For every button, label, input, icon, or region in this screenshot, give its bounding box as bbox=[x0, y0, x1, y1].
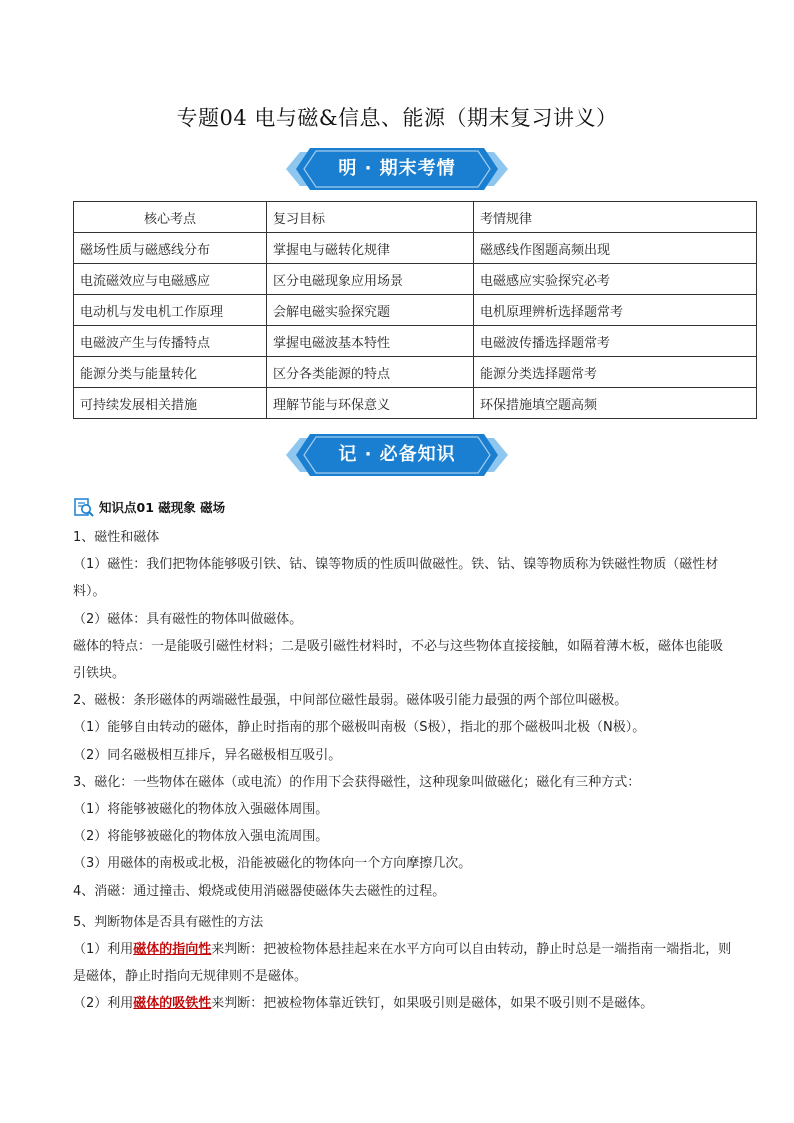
knowledge-content bbox=[73, 524, 733, 1018]
table-cell: 电磁波产生与传播特点 bbox=[74, 326, 267, 357]
section-heading: 4、消磁：通过撞击、煅烧或使用消磁器使磁体失去磁性的过程。 bbox=[73, 883, 446, 899]
table-cell: 电机原理辨析选择题常考 bbox=[474, 295, 757, 326]
table-cell: 能源分类选择题常考 bbox=[474, 357, 757, 388]
table-cell: 电磁感应实验探究必考 bbox=[474, 264, 757, 295]
magnifier-book-icon bbox=[73, 496, 95, 518]
text-run: 来判断：把被检物体悬挂起来在水平方向可以自由转动，静止时总是一端指南一端指北，则是磁体，静止时指向无规律则不是磁体。 bbox=[73, 942, 732, 985]
paragraph bbox=[73, 936, 733, 990]
table-cell: 可持续发展相关措施 bbox=[74, 388, 267, 419]
table-cell: 理解节能与环保意义 bbox=[267, 388, 474, 419]
paragraph: （2）磁体：具有磁性的物体叫做磁体。 bbox=[73, 611, 303, 627]
table-cell: 电流磁效应与电磁感应 bbox=[74, 264, 267, 295]
paragraph: （2）将能够被磁化的物体放入强电流周围。 bbox=[73, 829, 329, 845]
table-row bbox=[74, 357, 757, 388]
table-cell: 磁感线作图题高频出现 bbox=[474, 233, 757, 264]
section-heading: 2、磁极：条形磁体的两端磁性最强，中间部位磁性最弱。磁体吸引能力最强的两个部位叫磁极。 bbox=[73, 693, 628, 709]
table-cell: 电磁波传播选择题常考 bbox=[474, 326, 757, 357]
table-cell: 区分电磁现象应用场景 bbox=[267, 264, 474, 295]
text-run: （1）利用 bbox=[73, 942, 134, 958]
section-heading: 3、磁化：一些物体在磁体（或电流）的作用下会获得磁性，这种现象叫做磁化；磁化有三种方式： bbox=[73, 774, 641, 790]
table-cell: 磁场性质与磁感线分布 bbox=[74, 233, 267, 264]
page-title: 专题04 电与磁&信息、能源（期末复习讲义） bbox=[176, 106, 618, 130]
exam-banner bbox=[286, 148, 508, 190]
paragraph: （3）用磁体的南极或北极，沿能被磁化的物体向一个方向摩擦几次。 bbox=[73, 856, 472, 872]
table-cell: 能源分类与能量转化 bbox=[74, 357, 267, 388]
text-run: 来判断：把被检物体靠近铁钉，如果吸引则是磁体，如果不吸引则不是磁体。 bbox=[211, 996, 654, 1012]
knowledge-point-title: 知识点01 磁现象 磁场 bbox=[99, 500, 226, 515]
table-header-cell: 复习目标 bbox=[267, 202, 474, 233]
knowledge-banner bbox=[286, 434, 508, 476]
highlight-term: 磁体的指向性 bbox=[133, 942, 212, 958]
table-cell: 区分各类能源的特点 bbox=[267, 357, 474, 388]
section-heading: 1、磁性和磁体 bbox=[73, 530, 160, 545]
paragraph: （1）磁性：我们把物体能够吸引铁、钴、镍等物质的性质叫做磁性。铁、钴、镍等物质称为铁磁性物质（磁性材料）。 bbox=[73, 557, 719, 600]
exam-table bbox=[73, 201, 757, 419]
knowledge-point-heading bbox=[73, 496, 225, 518]
table-header-cell: 核心考点 bbox=[74, 202, 267, 233]
table-row bbox=[74, 264, 757, 295]
paragraph: （1）能够自由转动的磁体，静止时指南的那个磁极叫南极（S极），指北的那个磁极叫北极（N极）。 bbox=[73, 720, 646, 736]
table-cell: 会解电磁实验探究题 bbox=[267, 295, 474, 326]
table-cell: 掌握电与磁转化规律 bbox=[267, 233, 474, 264]
exam-banner-label: 明 · 期末考情 bbox=[338, 158, 456, 179]
paragraph: （1）将能够被磁化的物体放入强磁体周围。 bbox=[73, 802, 329, 818]
table-header-row bbox=[74, 202, 757, 233]
section-heading: 5、判断物体是否具有磁性的方法 bbox=[73, 914, 264, 930]
knowledge-banner-label: 记 · 必备知识 bbox=[338, 444, 456, 465]
paragraph bbox=[73, 990, 733, 1017]
table-cell: 掌握电磁波基本特性 bbox=[267, 326, 474, 357]
paragraph: 磁体的特点：一是能吸引磁性材料；二是吸引磁性材料时，不必与这些物体直接接触，如隔着薄木板，磁体也能吸引铁块。 bbox=[73, 638, 724, 682]
table-row bbox=[74, 326, 757, 357]
table-row bbox=[74, 295, 757, 326]
paragraph: （2）同名磁极相互排斥，异名磁极相互吸引。 bbox=[73, 747, 342, 763]
table-header-cell: 考情规律 bbox=[474, 202, 757, 233]
highlight-term: 磁体的吸铁性 bbox=[133, 996, 212, 1012]
table-cell: 电动机与发电机工作原理 bbox=[74, 295, 267, 326]
table-row bbox=[74, 388, 757, 419]
text-run: （2）利用 bbox=[73, 996, 134, 1012]
table-row bbox=[74, 233, 757, 264]
table-cell: 环保措施填空题高频 bbox=[474, 388, 757, 419]
